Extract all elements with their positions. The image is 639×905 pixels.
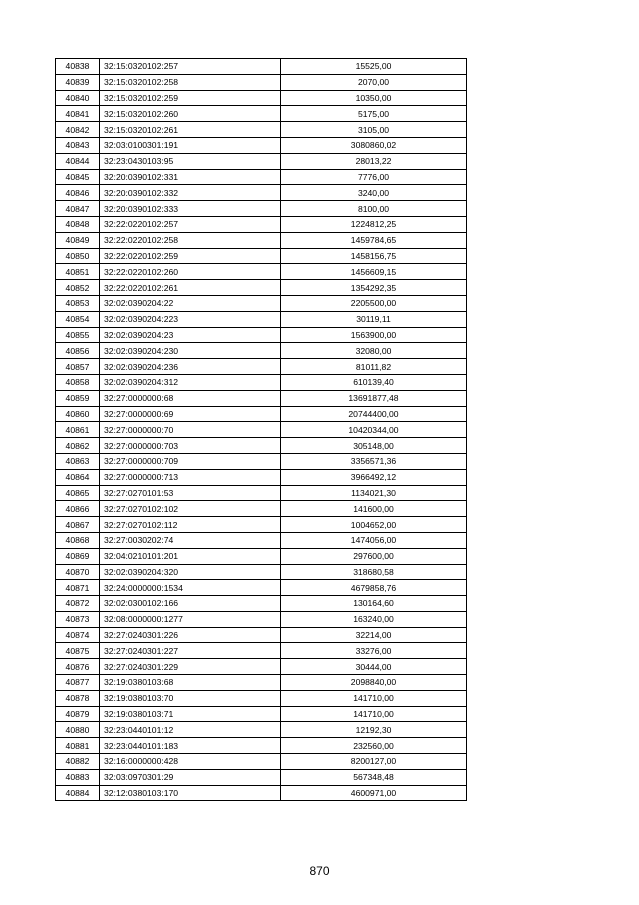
row-number-cell: 40867 <box>56 517 100 533</box>
cadastral-number-cell: 32:20:0390102:331 <box>100 169 281 185</box>
row-number-cell: 40879 <box>56 706 100 722</box>
cadastral-number-cell: 32:02:0390204:23 <box>100 327 281 343</box>
table-row <box>56 106 467 122</box>
value-cell: 4600971,00 <box>281 785 467 801</box>
row-number-cell: 40840 <box>56 90 100 106</box>
table-row <box>56 169 467 185</box>
value-cell: 1459784,65 <box>281 232 467 248</box>
row-number-cell: 40874 <box>56 627 100 643</box>
table-row <box>56 738 467 754</box>
cadastral-number-cell: 32:03:0100301:191 <box>100 137 281 153</box>
value-cell: 3356571,36 <box>281 453 467 469</box>
table-row <box>56 374 467 390</box>
table-row <box>56 201 467 217</box>
cadastral-number-cell: 32:27:0000000:68 <box>100 390 281 406</box>
value-cell: 2098840,00 <box>281 675 467 691</box>
value-cell: 297600,00 <box>281 548 467 564</box>
row-number-cell: 40875 <box>56 643 100 659</box>
cadastral-number-cell: 32:02:0300102:166 <box>100 596 281 612</box>
table-row <box>56 248 467 264</box>
table-row <box>56 643 467 659</box>
row-number-cell: 40862 <box>56 438 100 454</box>
value-cell: 1134021,30 <box>281 485 467 501</box>
cadastral-number-cell: 32:20:0390102:332 <box>100 185 281 201</box>
row-number-cell: 40877 <box>56 675 100 691</box>
row-number-cell: 40870 <box>56 564 100 580</box>
row-number-cell: 40869 <box>56 548 100 564</box>
value-cell: 1456609,15 <box>281 264 467 280</box>
row-number-cell: 40866 <box>56 501 100 517</box>
cadastral-number-cell: 32:02:0390204:22 <box>100 295 281 311</box>
row-number-cell: 40852 <box>56 280 100 296</box>
row-number-cell: 40863 <box>56 453 100 469</box>
table-row <box>56 675 467 691</box>
row-number-cell: 40855 <box>56 327 100 343</box>
table-row <box>56 548 467 564</box>
row-number-cell: 40839 <box>56 74 100 90</box>
row-number-cell: 40846 <box>56 185 100 201</box>
table-row <box>56 74 467 90</box>
value-cell: 33276,00 <box>281 643 467 659</box>
table-row <box>56 611 467 627</box>
table-row <box>56 690 467 706</box>
row-number-cell: 40854 <box>56 311 100 327</box>
table-row <box>56 722 467 738</box>
row-number-cell: 40859 <box>56 390 100 406</box>
row-number-cell: 40847 <box>56 201 100 217</box>
cadastral-number-cell: 32:02:0390204:230 <box>100 343 281 359</box>
row-number-cell: 40872 <box>56 596 100 612</box>
cadastral-number-cell: 32:04:0210101:201 <box>100 548 281 564</box>
table-row <box>56 659 467 675</box>
value-cell: 3080860,02 <box>281 137 467 153</box>
table-row <box>56 280 467 296</box>
cadastral-number-cell: 32:16:0000000:428 <box>100 754 281 770</box>
row-number-cell: 40841 <box>56 106 100 122</box>
table-row <box>56 580 467 596</box>
table-row <box>56 438 467 454</box>
cadastral-number-cell: 32:22:0220102:259 <box>100 248 281 264</box>
cadastral-number-cell: 32:02:0390204:236 <box>100 359 281 375</box>
cadastral-number-cell: 32:15:0320102:259 <box>100 90 281 106</box>
value-cell: 13691877,48 <box>281 390 467 406</box>
row-number-cell: 40848 <box>56 216 100 232</box>
row-number-cell: 40857 <box>56 359 100 375</box>
cadastral-number-cell: 32:19:0380103:70 <box>100 690 281 706</box>
value-cell: 610139,40 <box>281 374 467 390</box>
table-row <box>56 406 467 422</box>
row-number-cell: 40873 <box>56 611 100 627</box>
row-number-cell: 40884 <box>56 785 100 801</box>
cadastral-number-cell: 32:23:0440101:183 <box>100 738 281 754</box>
cadastral-number-cell: 32:22:0220102:258 <box>100 232 281 248</box>
value-cell: 2070,00 <box>281 74 467 90</box>
table-row <box>56 90 467 106</box>
cadastral-number-cell: 32:23:0430103:95 <box>100 153 281 169</box>
cadastral-number-cell: 32:15:0320102:258 <box>100 74 281 90</box>
row-number-cell: 40851 <box>56 264 100 280</box>
cadastral-value-table <box>55 58 467 801</box>
row-number-cell: 40844 <box>56 153 100 169</box>
page-number: 870 <box>309 864 330 878</box>
cadastral-number-cell: 32:24:0000000:1534 <box>100 580 281 596</box>
row-number-cell: 40868 <box>56 532 100 548</box>
value-cell: 130164,60 <box>281 596 467 612</box>
table-row <box>56 453 467 469</box>
value-cell: 2205500,00 <box>281 295 467 311</box>
value-cell: 1563900,00 <box>281 327 467 343</box>
row-number-cell: 40880 <box>56 722 100 738</box>
value-cell: 81011,82 <box>281 359 467 375</box>
row-number-cell: 40883 <box>56 769 100 785</box>
value-cell: 5175,00 <box>281 106 467 122</box>
cadastral-number-cell: 32:27:0000000:70 <box>100 422 281 438</box>
table-row <box>56 122 467 138</box>
cadastral-number-cell: 32:08:0000000:1277 <box>100 611 281 627</box>
value-cell: 567348,48 <box>281 769 467 785</box>
table-row <box>56 216 467 232</box>
table-row <box>56 754 467 770</box>
cadastral-number-cell: 32:27:0240301:229 <box>100 659 281 675</box>
value-cell: 3240,00 <box>281 185 467 201</box>
table-row <box>56 359 467 375</box>
table-row <box>56 532 467 548</box>
table-row <box>56 706 467 722</box>
value-cell: 20744400,00 <box>281 406 467 422</box>
table-row <box>56 469 467 485</box>
cadastral-number-cell: 32:02:0390204:312 <box>100 374 281 390</box>
cadastral-number-cell: 32:27:0270102:102 <box>100 501 281 517</box>
value-cell: 305148,00 <box>281 438 467 454</box>
value-cell: 30119,11 <box>281 311 467 327</box>
row-number-cell: 40845 <box>56 169 100 185</box>
row-number-cell: 40881 <box>56 738 100 754</box>
cadastral-number-cell: 32:27:0240301:226 <box>100 627 281 643</box>
table-row <box>56 390 467 406</box>
value-cell: 8200127,00 <box>281 754 467 770</box>
row-number-cell: 40864 <box>56 469 100 485</box>
value-cell: 32214,00 <box>281 627 467 643</box>
value-cell: 141710,00 <box>281 690 467 706</box>
row-number-cell: 40842 <box>56 122 100 138</box>
cadastral-number-cell: 32:03:0970301:29 <box>100 769 281 785</box>
cadastral-number-cell: 32:27:0030202:74 <box>100 532 281 548</box>
row-number-cell: 40878 <box>56 690 100 706</box>
table-row <box>56 137 467 153</box>
cadastral-number-cell: 32:23:0440101:12 <box>100 722 281 738</box>
cadastral-number-cell: 32:27:0270102:112 <box>100 517 281 533</box>
value-cell: 28013,22 <box>281 153 467 169</box>
value-cell: 141600,00 <box>281 501 467 517</box>
table-row <box>56 343 467 359</box>
value-cell: 8100,00 <box>281 201 467 217</box>
table-row <box>56 596 467 612</box>
value-cell: 163240,00 <box>281 611 467 627</box>
cadastral-number-cell: 32:15:0320102:261 <box>100 122 281 138</box>
row-number-cell: 40853 <box>56 295 100 311</box>
row-number-cell: 40856 <box>56 343 100 359</box>
table-row <box>56 153 467 169</box>
value-cell: 3966492,12 <box>281 469 467 485</box>
value-cell: 318680,58 <box>281 564 467 580</box>
row-number-cell: 40860 <box>56 406 100 422</box>
row-number-cell: 40850 <box>56 248 100 264</box>
value-cell: 4679858,76 <box>281 580 467 596</box>
cadastral-number-cell: 32:27:0000000:703 <box>100 438 281 454</box>
table-row <box>56 517 467 533</box>
value-cell: 10420344,00 <box>281 422 467 438</box>
cadastral-number-cell: 32:22:0220102:257 <box>100 216 281 232</box>
cadastral-number-cell: 32:27:0000000:69 <box>100 406 281 422</box>
cadastral-number-cell: 32:20:0390102:333 <box>100 201 281 217</box>
table-row <box>56 564 467 580</box>
value-cell: 141710,00 <box>281 706 467 722</box>
table-row <box>56 295 467 311</box>
value-cell: 32080,00 <box>281 343 467 359</box>
table-row <box>56 327 467 343</box>
table-row <box>56 264 467 280</box>
row-number-cell: 40843 <box>56 137 100 153</box>
value-cell: 30444,00 <box>281 659 467 675</box>
row-number-cell: 40849 <box>56 232 100 248</box>
table-row <box>56 59 467 75</box>
table-row <box>56 769 467 785</box>
value-cell: 1004652,00 <box>281 517 467 533</box>
value-cell: 3105,00 <box>281 122 467 138</box>
cadastral-number-cell: 32:15:0320102:257 <box>100 59 281 75</box>
cadastral-number-cell: 32:22:0220102:261 <box>100 280 281 296</box>
table-row <box>56 785 467 801</box>
value-cell: 1474056,00 <box>281 532 467 548</box>
table-row <box>56 501 467 517</box>
value-cell: 10350,00 <box>281 90 467 106</box>
table-row <box>56 311 467 327</box>
table-row <box>56 485 467 501</box>
table-row <box>56 627 467 643</box>
value-cell: 7776,00 <box>281 169 467 185</box>
cadastral-number-cell: 32:22:0220102:260 <box>100 264 281 280</box>
cadastral-number-cell: 32:02:0390204:223 <box>100 311 281 327</box>
table-row <box>56 232 467 248</box>
row-number-cell: 40865 <box>56 485 100 501</box>
cadastral-number-cell: 32:19:0380103:71 <box>100 706 281 722</box>
cadastral-number-cell: 32:12:0380103:170 <box>100 785 281 801</box>
cadastral-number-cell: 32:19:0380103:68 <box>100 675 281 691</box>
row-number-cell: 40876 <box>56 659 100 675</box>
table-row <box>56 185 467 201</box>
value-cell: 1224812,25 <box>281 216 467 232</box>
value-cell: 1458156,75 <box>281 248 467 264</box>
row-number-cell: 40861 <box>56 422 100 438</box>
table-body <box>56 59 467 801</box>
cadastral-number-cell: 32:15:0320102:260 <box>100 106 281 122</box>
value-cell: 15525,00 <box>281 59 467 75</box>
cadastral-number-cell: 32:27:0000000:713 <box>100 469 281 485</box>
cadastral-number-cell: 32:27:0000000:709 <box>100 453 281 469</box>
table-row <box>56 422 467 438</box>
cadastral-number-cell: 32:27:0240301:227 <box>100 643 281 659</box>
row-number-cell: 40838 <box>56 59 100 75</box>
value-cell: 1354292,35 <box>281 280 467 296</box>
cadastral-number-cell: 32:27:0270101:53 <box>100 485 281 501</box>
row-number-cell: 40858 <box>56 374 100 390</box>
row-number-cell: 40882 <box>56 754 100 770</box>
value-cell: 232560,00 <box>281 738 467 754</box>
row-number-cell: 40871 <box>56 580 100 596</box>
cadastral-number-cell: 32:02:0390204:320 <box>100 564 281 580</box>
value-cell: 12192,30 <box>281 722 467 738</box>
